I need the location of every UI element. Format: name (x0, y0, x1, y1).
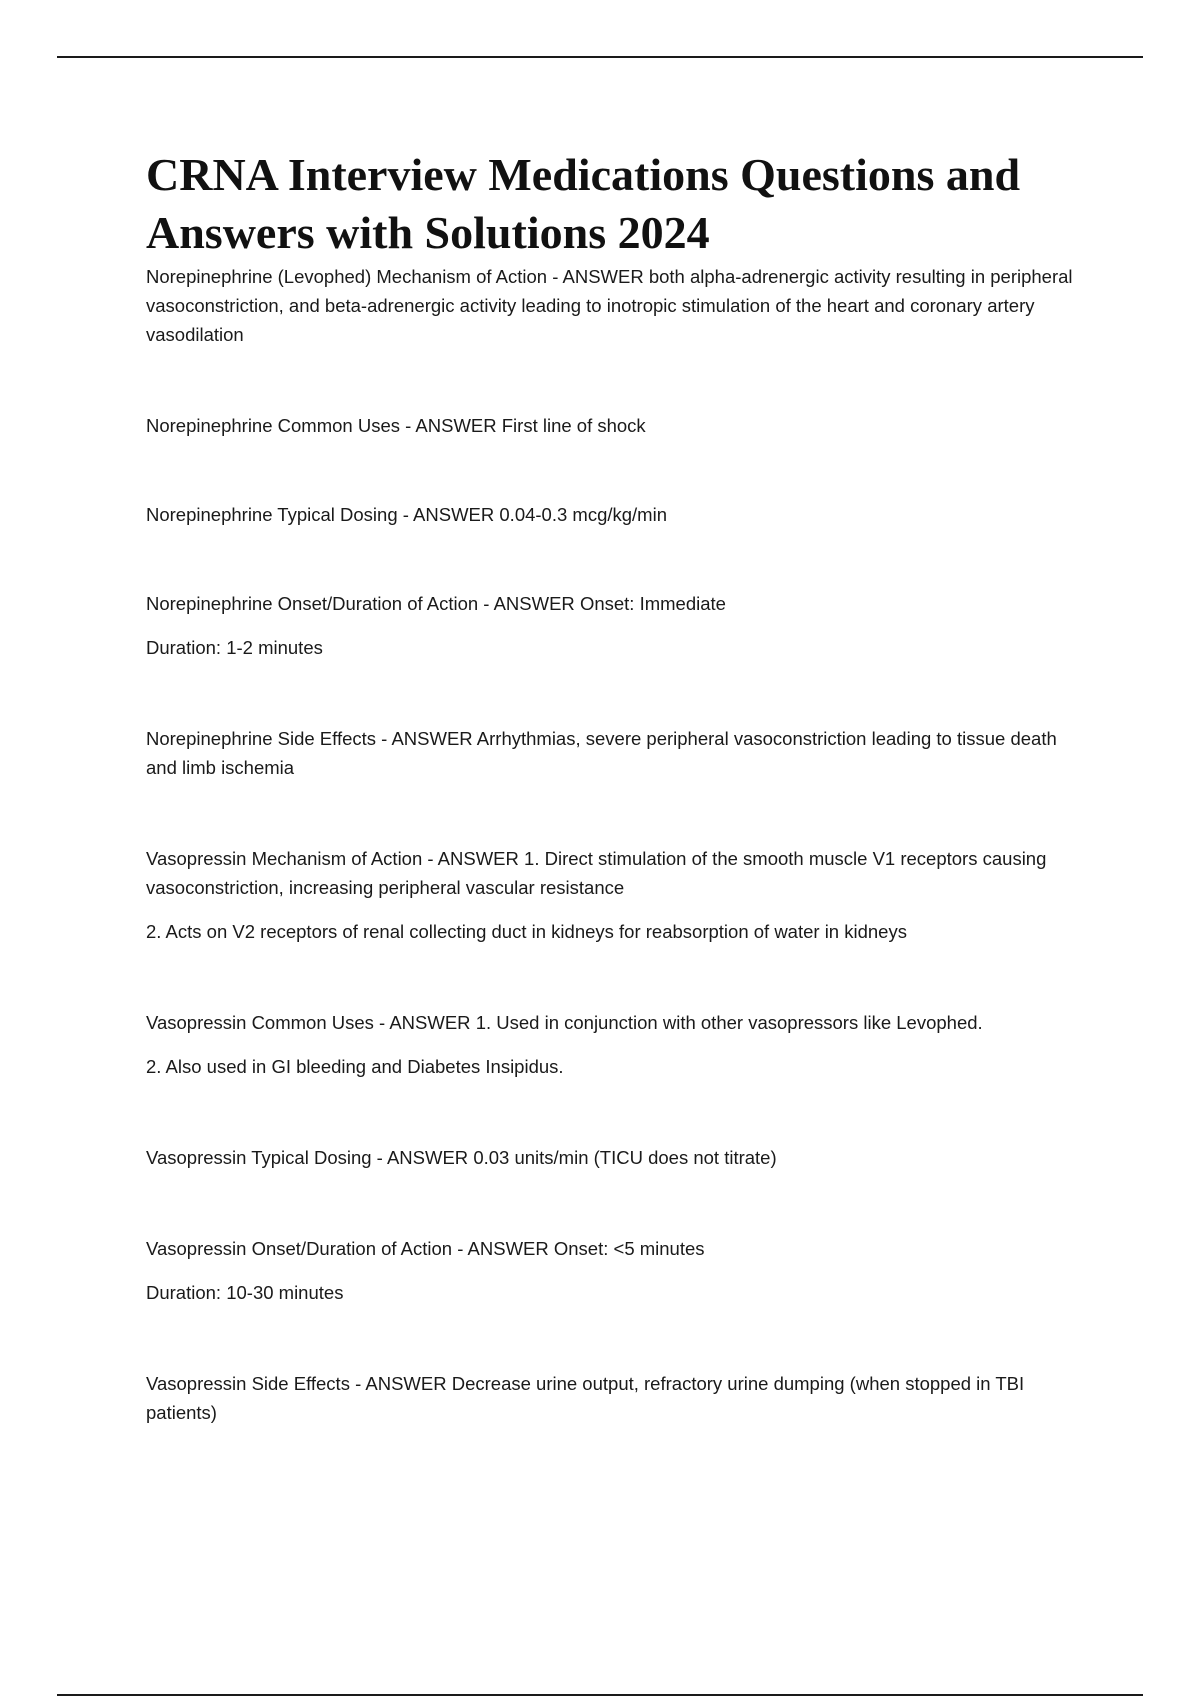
document-body (146, 146, 1086, 1427)
qa-item (146, 500, 1086, 529)
qa-item (146, 589, 1086, 662)
answer-text: 1. Used in conjunction with other vasopressors like Levophed. (475, 1012, 983, 1033)
answer-text: 2. Acts on V2 receptors of renal collecting duct in kidneys for reabsorption of water in kidneys (146, 921, 907, 942)
answer-separator: - ANSWER (397, 504, 500, 525)
answer-text: 0.04-0.3 mcg/kg/min (499, 504, 667, 525)
qa-answer-continuation (146, 633, 1086, 662)
answer-text: First line of shock (501, 415, 646, 436)
qa-item (146, 724, 1086, 782)
question-text: Norepinephrine Side Effects (146, 728, 377, 749)
answer-separator: - ANSWER (371, 1147, 474, 1168)
qa-item (146, 844, 1086, 946)
answer-text: Duration: 1-2 minutes (146, 637, 323, 658)
answer-text: both alpha-adrenergic activity resulting in peripheral vasoconstriction, and beta-adrenergic activity leading to inotropic stimulation of the heart and coronary artery vasodilation (146, 266, 1073, 345)
qa-question-answer (146, 262, 1086, 349)
qa-question-answer (146, 500, 1086, 529)
document-title: CRNA Interview Medications Questions and Answers with Solutions 2024 (146, 149, 1021, 258)
question-text: Norepinephrine Typical Dosing (146, 504, 398, 525)
question-text: Vasopressin Typical Dosing (146, 1147, 372, 1168)
answer-text: Arrhythmias, severe peripheral vasoconstriction leading to tissue death and limb ischemia (146, 728, 1057, 778)
answer-text: 1. Direct stimulation of the smooth muscle V1 receptors causing vasoconstriction, increasing peripheral vascular resistance (146, 848, 1047, 898)
top-rule (57, 56, 1143, 58)
question-text: Vasopressin Common Uses (146, 1012, 374, 1033)
answer-text: Decrease urine output, refractory urine dumping (when stopped in TBI patients) (146, 1373, 1025, 1423)
answer-text: 2. Also used in GI bleeding and Diabetes Insipidus. (146, 1056, 564, 1077)
question-text: Norepinephrine (Levophed) Mechanism of Action (146, 266, 548, 287)
answer-text: Duration: 10-30 minutes (146, 1282, 344, 1303)
qa-item (146, 1143, 1086, 1172)
question-text: Vasopressin Onset/Duration of Action (146, 1238, 453, 1259)
qa-question-answer (146, 844, 1086, 902)
answer-text: Onset: Immediate (579, 593, 726, 614)
answer-separator: - ANSWER (547, 266, 649, 287)
answer-separator: - ANSWER (478, 593, 580, 614)
qa-item (146, 1008, 1086, 1081)
qa-answer-continuation (146, 1278, 1086, 1307)
qa-answer-continuation (146, 917, 1086, 946)
answer-text: Onset: <5 minutes (553, 1238, 705, 1259)
answer-separator: - ANSWER (349, 1373, 452, 1394)
qa-question-answer (146, 1143, 1086, 1172)
qa-item (146, 1234, 1086, 1307)
question-text: Norepinephrine Common Uses (146, 415, 400, 436)
qa-question-answer (146, 589, 1086, 618)
question-text: Vasopressin Side Effects (146, 1373, 350, 1394)
qa-question-answer (146, 1369, 1086, 1427)
answer-text: 0.03 units/min (TICU does not titrate) (473, 1147, 777, 1168)
answer-separator: - ANSWER (376, 728, 477, 749)
qa-list (146, 262, 1086, 1427)
qa-item (146, 1369, 1086, 1427)
qa-question-answer (146, 1234, 1086, 1263)
qa-question-answer (146, 1008, 1086, 1037)
bottom-rule (57, 1694, 1143, 1696)
question-text: Vasopressin Mechanism of Action (146, 848, 423, 869)
question-text: Norepinephrine Onset/Duration of Action (146, 593, 479, 614)
answer-separator: - ANSWER (452, 1238, 554, 1259)
answer-separator: - ANSWER (373, 1012, 476, 1033)
answer-separator: - ANSWER (399, 415, 502, 436)
qa-item (146, 411, 1086, 440)
qa-item (146, 262, 1086, 349)
answer-separator: - ANSWER (422, 848, 525, 869)
qa-question-answer (146, 724, 1086, 782)
qa-answer-continuation (146, 1052, 1086, 1081)
qa-question-answer (146, 411, 1086, 440)
